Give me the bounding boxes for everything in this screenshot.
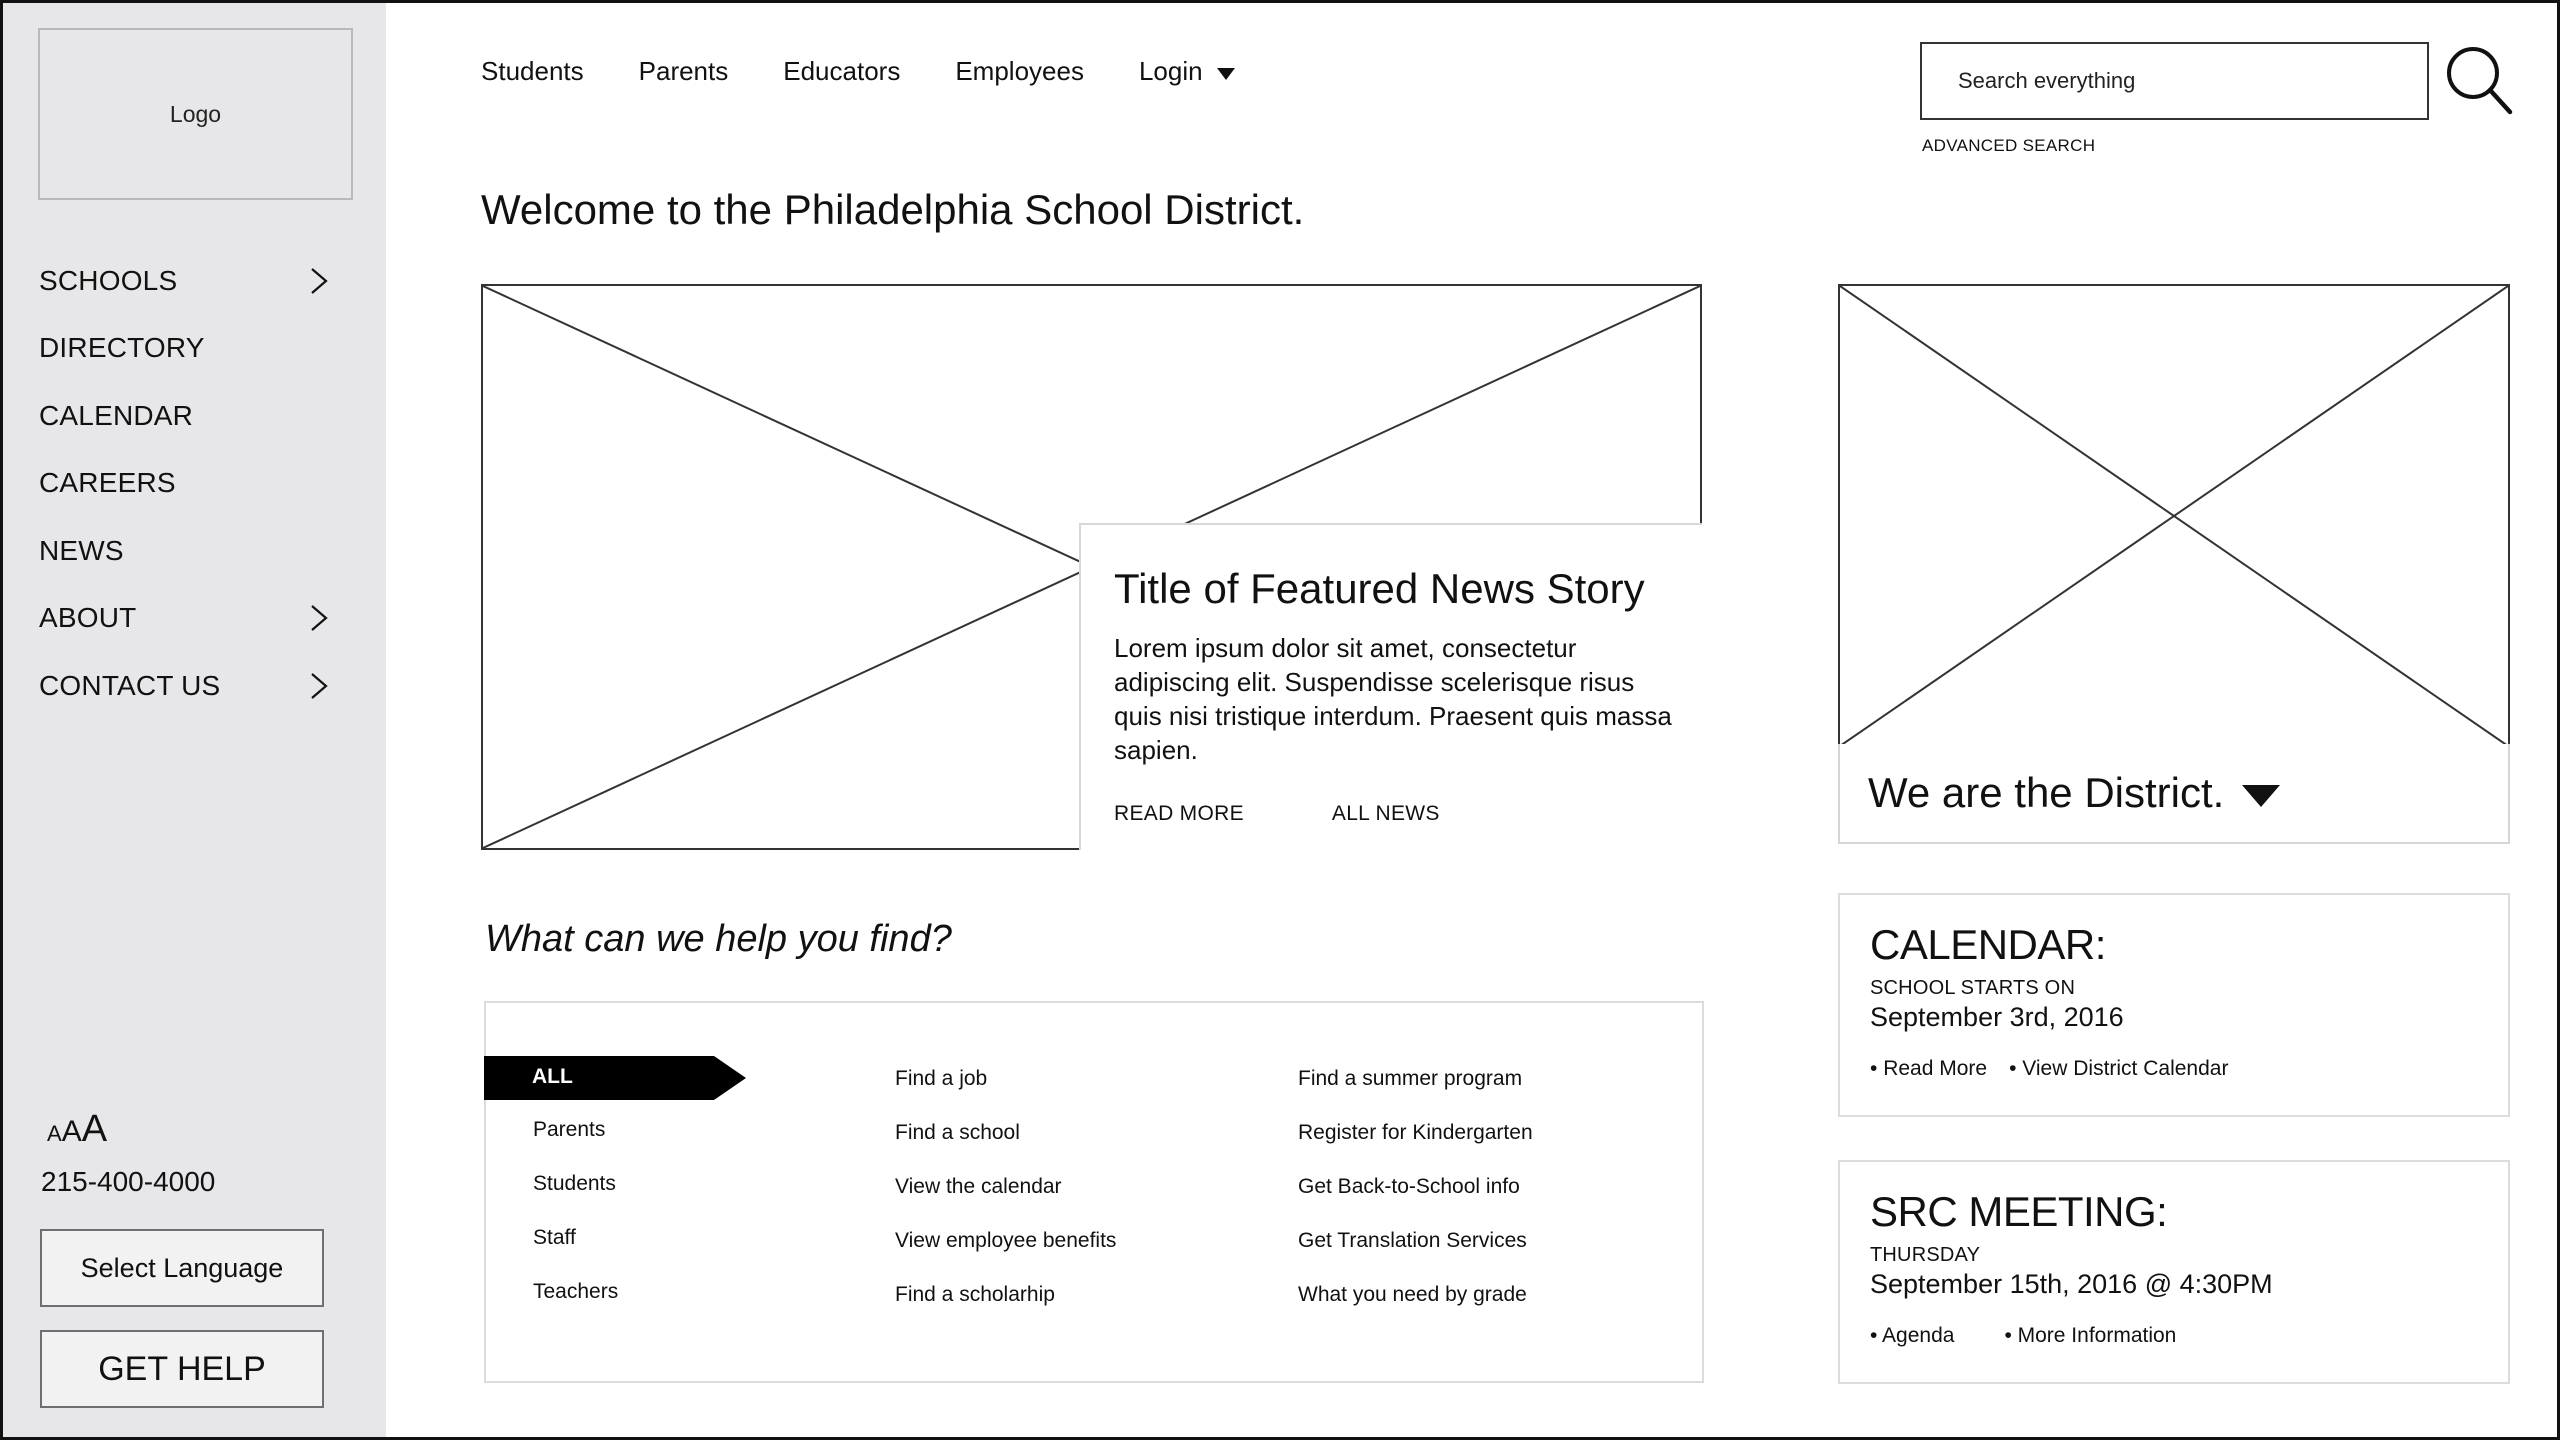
sidebar-item-calendar[interactable] xyxy=(39,382,339,450)
finder-link[interactable]: Find a school xyxy=(895,1121,1020,1144)
calendar-card-title: CALENDAR: xyxy=(1870,921,2106,968)
font-size-small[interactable]: A xyxy=(47,1121,62,1146)
district-dropdown[interactable] xyxy=(1838,744,2510,844)
search-button[interactable] xyxy=(2440,40,2520,120)
sidebar-item-directory[interactable] xyxy=(39,315,339,383)
font-size-medium[interactable]: A xyxy=(61,1115,82,1148)
finder-heading: What can we help you find? xyxy=(485,918,952,960)
search-icon xyxy=(2440,40,2520,120)
chevron-right-icon xyxy=(299,666,339,706)
finder-link[interactable]: Find a job xyxy=(895,1067,988,1090)
topnav-parents[interactable]: Parents xyxy=(638,56,729,86)
featured-news-body: Lorem ipsum dolor sit amet, consectetur adipiscing elit. Suspendisse scelerisque risus quis nisi tristique interdum. Praesent quis massa sapien. xyxy=(1114,633,1672,765)
sidebar-item-label: NEWS xyxy=(39,534,124,566)
sidebar-item-label: CAREERS xyxy=(39,467,176,499)
view-district-calendar-link[interactable]: • View District Calendar xyxy=(2009,1057,2229,1080)
finder-link[interactable]: View employee benefits xyxy=(895,1229,1117,1252)
image-placeholder-icon xyxy=(1840,286,2508,746)
category-tab-students[interactable]: Students xyxy=(533,1172,616,1195)
search-input[interactable] xyxy=(1920,42,2429,120)
category-tab-all[interactable] xyxy=(484,1056,746,1100)
topnav-educators[interactable]: Educators xyxy=(783,56,901,86)
calendar-card-subtitle: SCHOOL STARTS ON xyxy=(1870,977,2076,999)
logo-text: Logo xyxy=(169,100,222,127)
chevron-right-icon xyxy=(299,598,339,638)
read-more-link[interactable]: READ MORE xyxy=(1114,802,1244,825)
caret-down-icon xyxy=(2242,785,2280,807)
category-tab-staff[interactable]: Staff xyxy=(533,1226,576,1249)
sidebar-item-news[interactable] xyxy=(39,517,339,585)
sidebar-item-schools[interactable] xyxy=(39,247,339,315)
sidebar-item-label: SCHOOLS xyxy=(39,264,178,296)
finder-link[interactable]: Get Back-to-School info xyxy=(1298,1175,1520,1198)
calendar-card-date: September 3rd, 2016 xyxy=(1870,1002,2124,1032)
topnav-students[interactable]: Students xyxy=(481,56,584,86)
select-language-button[interactable]: Select Language xyxy=(40,1229,324,1307)
link-label: Agenda xyxy=(1882,1324,1955,1347)
src-meeting-card xyxy=(1838,1160,2510,1384)
font-size-large[interactable]: A xyxy=(81,1108,108,1150)
finder-link[interactable]: Get Translation Services xyxy=(1298,1229,1527,1252)
sidebar-item-label: DIRECTORY xyxy=(39,332,205,364)
sidebar-item-label: CALENDAR xyxy=(39,399,194,431)
featured-news-title[interactable]: Title of Featured News Story xyxy=(1114,565,1645,612)
src-card-subtitle: THURSDAY xyxy=(1870,1244,1981,1266)
sidebar xyxy=(3,3,386,1437)
advanced-search-link[interactable]: ADVANCED SEARCH xyxy=(1922,136,2096,155)
page-title: Welcome to the Philadelphia School District. xyxy=(481,186,1305,233)
sidebar-item-careers[interactable] xyxy=(39,450,339,518)
active-tab-arrow-icon xyxy=(484,1056,746,1100)
agenda-link[interactable]: • Agenda xyxy=(1870,1324,1955,1347)
finder-link[interactable]: Find a scholarhip xyxy=(895,1283,1055,1306)
calendar-read-more-link[interactable]: • Read More xyxy=(1870,1057,1988,1080)
get-help-button[interactable]: GET HELP xyxy=(40,1330,324,1408)
category-tab-teachers[interactable]: Teachers xyxy=(533,1280,619,1303)
finder-link[interactable]: Register for Kindergarten xyxy=(1298,1121,1533,1144)
calendar-card xyxy=(1838,893,2510,1117)
logo[interactable] xyxy=(38,28,353,200)
featured-news-card xyxy=(1079,523,1702,850)
finder-link[interactable]: Find a summer program xyxy=(1298,1067,1523,1090)
link-label: View District Calendar xyxy=(2022,1057,2229,1080)
sidebar-item-label: CONTACT US xyxy=(39,669,221,701)
link-label: Read More xyxy=(1883,1057,1988,1080)
top-nav xyxy=(481,56,1290,87)
phone-number: 215-400-4000 xyxy=(41,1166,216,1197)
more-information-link[interactable]: • More Information xyxy=(2004,1324,2177,1347)
sidebar-item-about[interactable] xyxy=(39,585,339,653)
caret-down-icon xyxy=(1217,68,1235,80)
finder-link[interactable]: What you need by grade xyxy=(1298,1283,1527,1306)
all-news-link[interactable]: ALL NEWS xyxy=(1331,802,1440,825)
sidebar-item-contact-us[interactable] xyxy=(39,652,339,720)
chevron-right-icon xyxy=(299,261,339,301)
src-card-title: SRC MEETING: xyxy=(1870,1188,2168,1235)
login-label: Login xyxy=(1138,56,1203,86)
district-video-placeholder[interactable] xyxy=(1838,284,2510,746)
sidebar-item-label: ABOUT xyxy=(39,602,137,634)
src-card-date: September 15th, 2016 @ 4:30PM xyxy=(1870,1269,2273,1299)
link-label: More Information xyxy=(2017,1324,2177,1347)
font-size-control[interactable] xyxy=(47,1108,107,1151)
district-label: We are the District. xyxy=(1868,769,2225,816)
category-tab-parents[interactable]: Parents xyxy=(533,1118,606,1141)
sidebar-nav xyxy=(39,247,339,720)
finder-link[interactable]: View the calendar xyxy=(895,1175,1062,1198)
topnav-employees[interactable]: Employees xyxy=(955,56,1084,86)
login-dropdown[interactable] xyxy=(1139,56,1235,87)
category-label: ALL xyxy=(532,1065,573,1088)
